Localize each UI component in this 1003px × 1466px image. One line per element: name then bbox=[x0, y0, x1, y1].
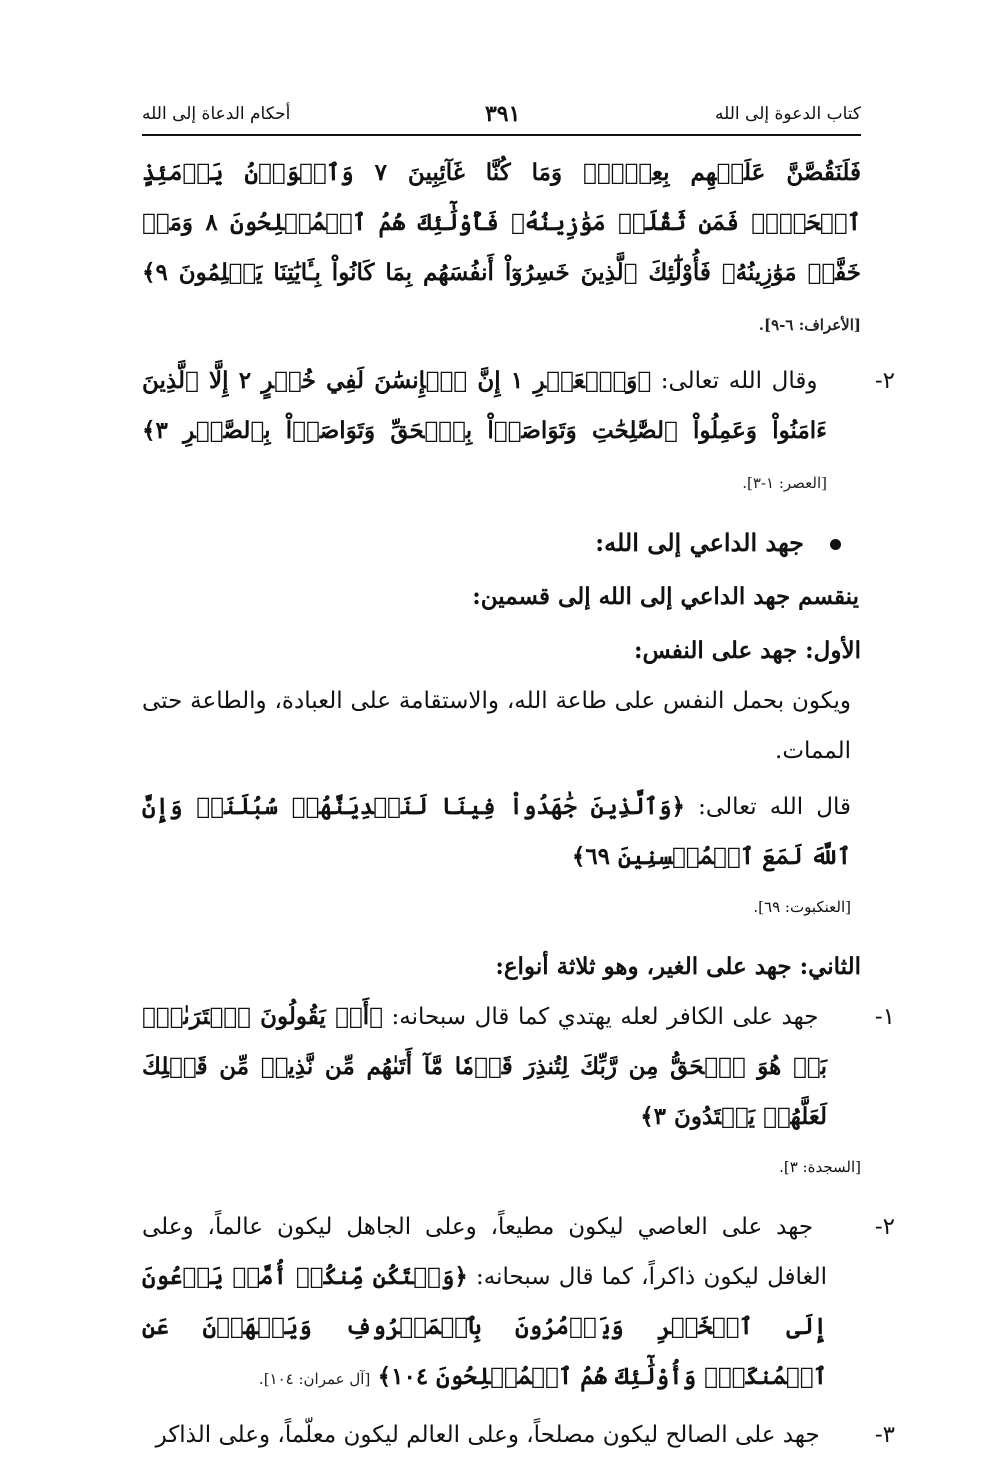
section-heading: جهد الداعي إلى الله: bbox=[142, 518, 841, 568]
verse-text: ﴿وَٱلۡعَصۡرِ ١ إِنَّ ٱلۡإِنسَٰنَ لَفِي خُسۡرٍ ٢ إِلَّا ٱلَّذِينَ ءَامَنُواْ وَعَمِلُواْ ٱلصَّٰلِحَٰتِ وَتَوَاصَوۡاْ بِٱلۡحَقِّ وَتَوَاصَوۡاْ بِٱلصَّبۡرِ ٣﴾ bbox=[142, 367, 827, 444]
subheading-second: الثاني: جهد على الغير، وهو ثلاثة أنواع: bbox=[495, 953, 861, 980]
verse-reference: [العنكبوت: ٦٩]. bbox=[753, 898, 851, 916]
verse-reference: [آل عمران: ١٠٤]. bbox=[258, 1370, 371, 1388]
subheading-division: ينقسم جهد الداعي إلى الله إلى قسمين: bbox=[472, 583, 859, 610]
verse-text: ﴿وَلۡتَكُن مِّنكُمۡ أُمَّةٞ يَدۡعُونَ إِلَى ٱلۡخَيۡرِ وَيَأۡمُرُونَ بِٱلۡمَعۡرُوفِ وَيَنۡهَوۡنَ عَنِ ٱلۡمُنكَرِۚ وَأُوْلَٰٓئِكَ هُمُ ٱلۡمُفۡلِحُونَ ١٠٤﴾ bbox=[142, 1263, 827, 1390]
verse-text: فَلَنَقُصَّنَّ عَلَيۡهِم بِعِلۡمٖۖ وَمَا كُنَّا غَآئِبِينَ ٧ وَٱلۡوَزۡنُ يَوۡمَئِذٍ ٱلۡحَقُّۚ فَمَن ثَقُلَتۡ مَوَٰزِينُهُۥ فَأُوْلَٰٓئِكَ هُمُ ٱلۡمُفۡلِحُونَ ٨ وَمَنۡ خَفَّتۡ مَوَٰزِينُهُۥ فَأُوْلَٰٓئِكَ ٱلَّذِينَ خَسِرُوٓاْ أَنفُسَهُم بِمَا كَانُواْ بِـَٔايَٰتِنَا يَظۡلِمُونَ ٩﴾ bbox=[142, 159, 862, 286]
paragraph-first: ويكون بحمل النفس على طاعة الله، والاستقامة على العبادة، والطاعة حتى الممات. bbox=[142, 688, 851, 764]
verse-reference: [السجدة: ٣]. bbox=[779, 1158, 861, 1176]
item-intro: قال الله تعالى: bbox=[698, 794, 852, 820]
numbered-item-2b bbox=[142, 1202, 896, 1404]
item-number: ٢- bbox=[874, 368, 896, 394]
numbered-item-1 bbox=[142, 992, 896, 1142]
page-number: ٣٩١ bbox=[484, 101, 521, 127]
running-header bbox=[142, 96, 861, 132]
numbered-item-3 bbox=[142, 1410, 895, 1460]
page-body bbox=[142, 148, 896, 1466]
verse-block-ankabut bbox=[142, 782, 851, 882]
verse-text: ﴿وَٱلَّذِينَ جَٰهَدُواْ فِينَا لَنَهۡدِيَنَّهُمۡ سُبُلَنَاۚ وَإِنَّ ٱللَّهَ لَمَعَ ٱلۡمُحۡسِنِينَ ٦٩﴾ bbox=[142, 793, 851, 870]
verse-reference: [العصر: ١-٣]. bbox=[742, 474, 827, 492]
header-book-title: كتاب الدعوة إلى الله bbox=[715, 104, 861, 124]
item-text: جهد على الكافر لعله يهتدي كما قال سبحانه: bbox=[391, 1004, 819, 1030]
item-text: جهد على الصالح ليكون مصلحاً، وعلى العالم ليكون معلّماً، وعلى الذاكر bbox=[155, 1422, 820, 1448]
item-intro: وقال الله تعالى: bbox=[660, 368, 818, 394]
verse-block-1 bbox=[142, 148, 861, 350]
verse-reference: [الأعراف: ٦-٩]. bbox=[758, 316, 861, 334]
bullet-icon bbox=[830, 539, 841, 550]
item-text: جهد على العاصي ليكون مطيعاً، وعلى الجاهل ليكون عالماً، وعلى الغافل ليكون ذاكراً، كما قال سبحانه: bbox=[142, 1214, 828, 1290]
item-number: ٣- bbox=[874, 1422, 895, 1448]
item-number: ٢- bbox=[874, 1214, 896, 1240]
item-number: ١- bbox=[874, 1004, 896, 1030]
header-chapter-title: أحكام الدعاة إلى الله bbox=[142, 104, 291, 124]
verse-text: ﴿أَمۡ يَقُولُونَ ٱفۡتَرَىٰهُۚ بَلۡ هُوَ ٱلۡحَقُّ مِن رَّبِّكَ لِتُنذِرَ قَوۡمٗا مَّآ أَتَىٰهُم مِّن نَّذِيرٖ مِّن قَبۡلِكَ لَعَلَّهُمۡ يَهۡتَدُونَ ٣﴾ bbox=[142, 1003, 827, 1130]
numbered-item-2 bbox=[142, 356, 896, 508]
header-divider bbox=[142, 134, 861, 136]
subheading-first: الأول: جهد على النفس: bbox=[633, 637, 861, 664]
